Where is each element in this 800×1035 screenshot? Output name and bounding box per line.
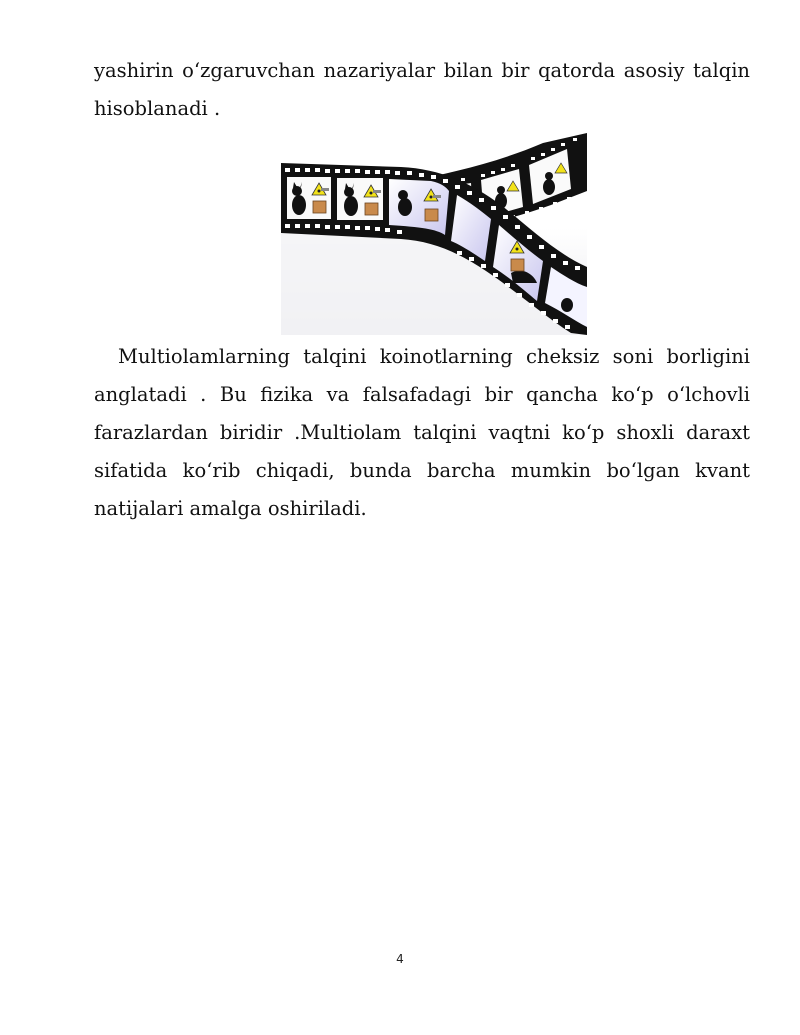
- paragraph-multiverse: Multiolamlarning talqini koinotlarning cheksiz soni borligini anglatadi . Bu fizika va falsafadagi bir qancha ko‘p o‘lchovli farazlardan biridir .Multiolam talqini vaqtni ko‘p shoxli daraxt sifatida ko‘rib chiqadi, bunda barcha mumkin bo‘lgan kvant natijalari amalga oshiriladi.: [94, 345, 750, 520]
- film-strip-icon: [281, 133, 587, 335]
- film-strip-illustration: [281, 133, 587, 335]
- paragraph-continuation: yashirin o‘zgaruvchan nazariyalar bilan bir qatorda asosiy talqin hisoblanadi .: [94, 59, 750, 120]
- page-number: 4: [396, 952, 404, 966]
